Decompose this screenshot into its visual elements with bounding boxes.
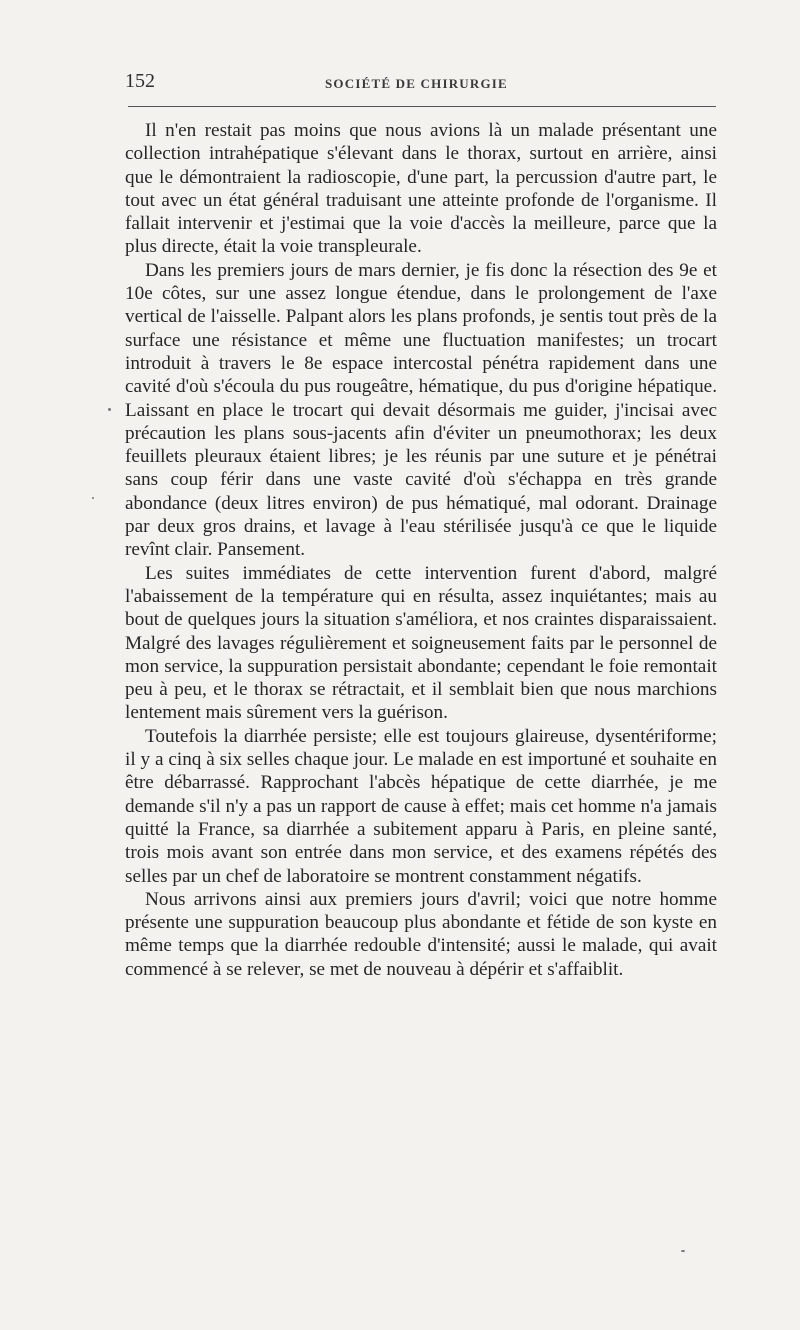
running-title: SOCIÉTÉ DE CHIRURGIE	[325, 76, 508, 91]
paper-speck	[92, 497, 94, 499]
header-rule	[128, 106, 716, 107]
paper-speck	[681, 1250, 685, 1252]
paragraph: Les suites immédiates de cette intervention furent d'abord, malgré l'abaissement de la température qui en résulta, assez inquiétantes; mais au bout de quelques jours la situation s'améliora, et nos craintes disparaissaient. Malgré des lavages régulièrement et soigneusement faits par le personnel de mon service, la suppuration persistait abondante; cependant le foie remontait peu à peu, et le thorax se rétractait, et il semblait bien que nous marchions lentement mais sûrement vers la guérison.	[125, 562, 717, 724]
page-number: 152	[125, 70, 155, 92]
paper-speck	[108, 408, 111, 411]
page-header	[125, 70, 715, 100]
paragraph: Toutefois la diarrhée persiste; elle est toujours glaireuse, dysentériforme; il y a cinq à six selles chaque jour. Le malade en est importuné et souhaite en être débarrassé. Rapprochant l'abcès hépatique de cette diarrhée, je me demande s'il n'y a pas un rapport de cause à effet; mais cet homme n'a jamais quitté la France, sa diarrhée a subitement apparu à Paris, en pleine santé, trois mois avant son entrée dans mon service, et des examens répétés des selles par un chef de laboratoire se montrent constamment négatifs.	[125, 725, 717, 887]
paragraph: Dans les premiers jours de mars dernier, je fis donc la résection des 9e et 10e côtes, sur une assez longue étendue, dans le prolongement de l'axe vertical de l'aisselle. Palpant alors les plans profonds, je sentis tout près de la surface une résistance et même une fluctuation manifestes; un trocart introduit à travers le 8e espace intercostal pénétra rapidement dans une cavité d'où s'écoula du pus rougeâtre, hématique, du pus d'origine hépatique. Laissant en place le trocart qui devait désormais me guider, j'incisai avec précaution les plans sous-jacents afin d'éviter un pneumothorax; les deux feuillets pleuraux étaient libres; je les réunis par une suture et je pénétrai sans coup férir dans une vaste cavité d'où s'échappa en très grande abondance (deux litres environ) de pus hématiqué, mal odorant. Drainage par deux gros drains, et lavage à l'eau stérilisée jusqu'à ce que le liquide revînt clair. Pansement.	[125, 259, 717, 561]
paragraph: Il n'en restait pas moins que nous avions là un malade présentant une collection intrahépatique s'élevant dans le thorax, surtout en arrière, ainsi que le démontraient la radioscopie, d'une part, la percussion d'autre part, le tout avec un état général traduisant une atteinte profonde de l'organisme. Il fallait intervenir et j'estimai que la voie d'accès la meilleure, parce que la plus directe, était la voie transpleurale.	[125, 120, 717, 258]
body-text	[125, 119, 717, 981]
paragraph: Nous arrivons ainsi aux premiers jours d'avril; voici que notre homme présente une suppuration beaucoup plus abondante et fétide de son kyste en même temps que la diarrhée redouble d'intensité; aussi le malade, qui avait commencé à se relever, se met de nouveau à dépérir et s'affaiblit.	[125, 888, 717, 980]
